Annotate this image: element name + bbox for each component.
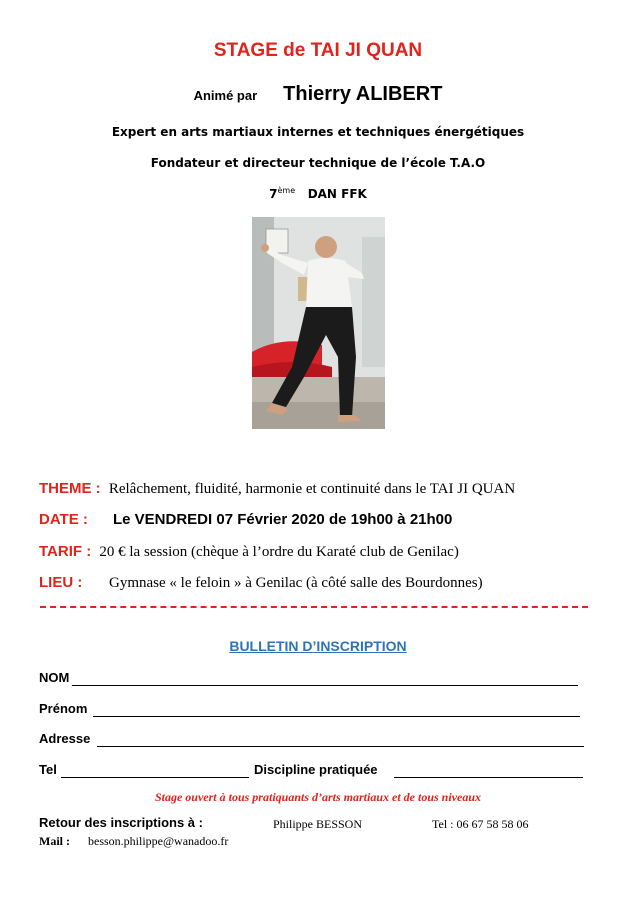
tel-field[interactable] [61, 777, 249, 778]
adresse-field[interactable] [97, 746, 584, 747]
theme-label: THEME : [39, 480, 101, 497]
cut-line-divider [40, 606, 588, 608]
tarif-value: 20 € la session (chèque à l’ordre du Karaté club de Genilac) [99, 544, 459, 560]
tel-label: Tel [39, 762, 57, 777]
dan-superscript: ème [277, 186, 296, 195]
event-title: STAGE de TAI JI QUAN [213, 40, 423, 61]
discipline-label: Discipline pratiquée [254, 762, 378, 777]
dan-federation: DAN FFK [307, 187, 367, 201]
dan-number: 7 [269, 187, 278, 201]
anime-par-label: Animé par [193, 88, 258, 103]
lieu-label: LIEU : [39, 574, 83, 591]
mail-address[interactable]: besson.philippe@wanadoo.fr [88, 834, 229, 848]
instructor-photo-graphic [252, 217, 385, 429]
instructor-grade [0, 186, 636, 201]
tarif-row [39, 543, 459, 561]
lieu-row [39, 574, 483, 592]
date-value: Le VENDREDI 07 Février 2020 de 19h00 à 21h00 [113, 511, 453, 528]
registration-heading: BULLETIN D’INSCRIPTION [229, 638, 407, 654]
tarif-label: TARIF : [39, 543, 92, 560]
instructor-name: Thierry ALIBERT [283, 83, 443, 105]
nom-field[interactable] [72, 685, 578, 686]
contact-phone: Tel : 06 67 58 58 06 [432, 817, 529, 831]
instructor-photo [252, 217, 385, 429]
instructor-expertise: Expert en arts martiaux internes et techniques énergétiques [111, 125, 525, 139]
discipline-field[interactable] [394, 777, 583, 778]
prenom-field[interactable] [93, 716, 580, 717]
lieu-value: Gymnase « le feloin » à Genilac (à côté salle des Bourdonnes) [109, 575, 483, 591]
date-label: DATE : [39, 511, 88, 528]
open-to-all-notice: Stage ouvert à tous pratiquants d’arts martiaux et de tous niveaux [154, 790, 482, 804]
nom-label: NOM [39, 670, 70, 685]
retour-label: Retour des inscriptions à : [39, 815, 203, 830]
theme-value: Relâchement, fluidité, harmonie et continuité dans le TAI JI QUAN [108, 481, 516, 497]
instructor-line [0, 83, 636, 106]
contact-name: Philippe BESSON [273, 817, 363, 831]
instructor-role: Fondateur et directeur technique de l’école T.A.O [150, 156, 486, 170]
prenom-label: Prénom [39, 701, 88, 716]
theme-row [39, 480, 515, 498]
date-row [39, 511, 452, 528]
adresse-label: Adresse [39, 731, 91, 746]
mail-label: Mail : [39, 834, 70, 848]
